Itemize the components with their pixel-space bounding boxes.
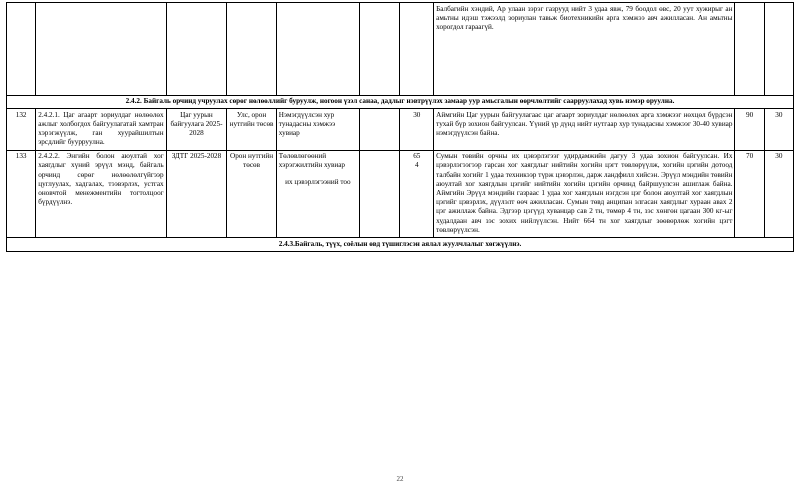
page-number: 22 bbox=[396, 475, 404, 483]
cell-blank bbox=[359, 3, 399, 96]
cell-budget: Улс, орон нутгийн төсөв bbox=[227, 109, 276, 150]
indicator-main: Төлөвлөгөөний хэрэгжилтийн хувиар bbox=[278, 152, 345, 170]
cell-progress-1: 70 bbox=[735, 150, 764, 237]
cell-blank bbox=[359, 150, 399, 237]
cell-indicator bbox=[276, 150, 359, 237]
cell-period bbox=[166, 3, 227, 96]
cell-indicator: Нэмэгдүүлсэн хур тунадасны хэмжээ хувиар bbox=[276, 109, 359, 150]
cell-activity: Сумын төвийн орчны их цэвэрлэгээг удирдамжийн дагуу 3 удаа зохион байгуулсан. Их цэвэрлэгээгээр гарсан хог хаягдлыг нийтийн хогийн цэгт төвлөрүүлж, хогийн цэгийн дотоод талбайн хогийг 1 удаа техникээр түрж цэвэрлэн, дарж ландфилл хийсэн. Эрүүл мэндийн төвийн аюултай хог хаягдлын цэгийг нийтийн хогийн цэгийн орчинд байршуулсэн ашиглаж байна. Аймгийн Эрүүл мэндийн газраас 1 удаа хог хаягдлын нэгдсэн цэг болон аюултай хог хаягдлын цэгийг цэвэрлэх, дүүлэлт өөч ажиллаcан. Сумын төвд анципан элгаcан хаягдлыг хураан авах 2 цэг ажиллаж байна. Эдгээр цэгүүд хуванцар сав 2 тн, төмөр 4 тн, зэс хөнгөн цагаан 300 кг-ыг худалдаан авч зэс зохих нийлүүлсэн. Нийт 664 тн хог хаягдлыг зөөвөрлөж хогийн цэгт төвлөрүүлсэн. bbox=[434, 150, 735, 237]
cell-activity: Аймгийн Цаг уурын байгуулагаас цаг агаарт зориулдаг нөлөөлөх арга хэмжээг нөхцөл бүрдсэн тухай бүр зохион байгуулсан. Үүний үр дүнд нийт нутгаар хур тунадасны хэмжээг 30-40 хувиар нэмэгдүүлсэн байна. bbox=[434, 109, 735, 150]
cell-progress-2: 30 bbox=[764, 109, 793, 150]
table-row bbox=[7, 150, 794, 237]
cell-period: Цаг уурын байгуулага 2025-2028 bbox=[166, 109, 227, 150]
cell-budget bbox=[227, 3, 276, 96]
table-row bbox=[7, 3, 794, 96]
indicator-sub: их цэвэрлэгээний тоо bbox=[285, 177, 351, 186]
cell-target bbox=[400, 3, 434, 96]
cell-progress-2: 30 bbox=[764, 150, 793, 237]
cell-num: 133 bbox=[7, 150, 36, 237]
target-line-2: 4 bbox=[415, 161, 419, 170]
cell-activity: Балбагийн хэндий, Ар улаан зэрэг газрууд нийт 3 удаа явж, 79 боодол өвс, 20 уут хужирыг ан амьтны идэш тэжээлд зориулан тавьж биотехникийн арга хэмжээ авч ажиллаcан. Ан амьтны хорогдол гараагүй. bbox=[434, 3, 735, 96]
cell-progress-2 bbox=[764, 3, 793, 96]
target-line-1: 65 bbox=[413, 152, 421, 161]
cell-progress-1: 90 bbox=[735, 109, 764, 150]
table-section-row bbox=[7, 238, 794, 252]
table-section-row bbox=[7, 95, 794, 109]
cell-task: 2.4.2.1. Цаг агаарт зориулдаг нөлөөлөх ажлыг холбогдох байгуулагатай хамтран хэрэгжүүлж, ган хуурайшилтын эрсдлийг буурруулна. bbox=[36, 109, 166, 150]
cell-num bbox=[7, 3, 36, 96]
cell-blank bbox=[359, 109, 399, 150]
cell-progress-1 bbox=[735, 3, 764, 96]
table-sheet bbox=[6, 2, 794, 252]
section-heading-242: 2.4.2. Байгаль орчинд учруулах сөрөг нөлөөллийг буруулж, ногоон үзэл санаа, дадлыг нэвтрүүлэх замаар уур амьсгалын өөрчлөлтийг саарруулахад хувь нэмэр оруулна. bbox=[7, 95, 794, 109]
plan-table bbox=[6, 2, 794, 252]
cell-indicator bbox=[276, 3, 359, 96]
cell-target: 30 bbox=[400, 109, 434, 150]
cell-budget: Орон нутгийн төсөв bbox=[227, 150, 276, 237]
table-row bbox=[7, 109, 794, 150]
cell-task bbox=[36, 3, 166, 96]
section-heading-243: 2.4.3.Байгаль, түүх, соёлын өвд түшиглэсэн аялал жуулчлалыг хөгжүүлнэ. bbox=[7, 238, 794, 252]
cell-target bbox=[400, 150, 434, 237]
cell-task: 2.4.2.2. Энгийн болон аюултай хог хаягдлыг хүний эрүүл мэнд, байгаль орчинд сөрөг нөлөөлөлгүйгээр цуглуулах, хадгалах, тээвэрлэх, устгах оновчтой менежментийн тогтолцоог бүрдүүлнэ. bbox=[36, 150, 166, 237]
cell-period: ЗДТГ 2025-2028 bbox=[166, 150, 227, 237]
cell-num: 132 bbox=[7, 109, 36, 150]
